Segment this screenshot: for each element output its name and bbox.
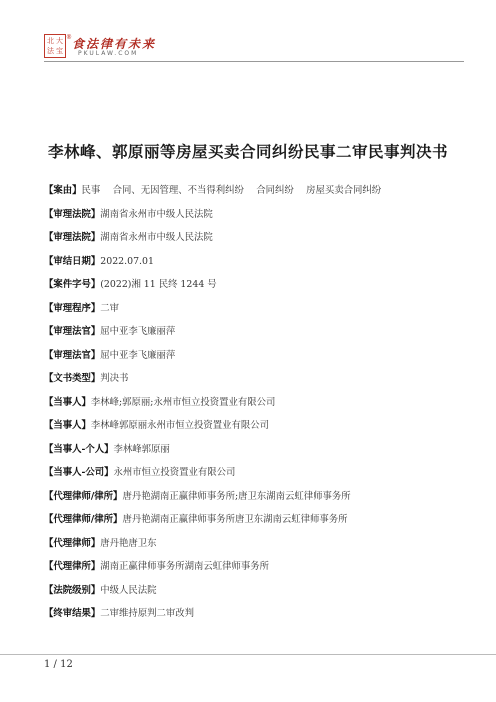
field-parties-company xyxy=(44,467,464,491)
field-label: 【审理法院】 xyxy=(44,232,101,243)
field-final-result xyxy=(44,608,464,632)
field-procedure xyxy=(44,303,464,327)
pkulaw-logo-seal xyxy=(44,34,66,58)
field-court xyxy=(44,232,464,256)
field-label: 【审理法官】 xyxy=(44,349,101,361)
field-value: (2022)湘 11 民终 1244 号 xyxy=(100,279,217,290)
field-case-number xyxy=(44,279,464,303)
field-label: 【案由】 xyxy=(44,185,82,196)
document-title: 李林峰、郭原丽等房屋买卖合同纠纷民事二审民事判决书 xyxy=(47,142,448,161)
field-label: 【代理律师】 xyxy=(44,537,101,549)
field-label: 【终审结果】 xyxy=(44,608,101,619)
field-value: 永州市恒立投资置业有限公司 xyxy=(113,467,236,478)
logo-char: 法 xyxy=(47,47,54,55)
field-value: 2022.07.01 xyxy=(100,255,154,267)
field-law-firms xyxy=(44,561,464,585)
field-label: 【代理律师/律所】 xyxy=(44,490,123,502)
field-value: 判决书 xyxy=(100,373,129,384)
field-value: 中级人民法院 xyxy=(100,584,157,596)
field-value: 唐丹艳湖南正赢律师事务所唐卫东湖南云虹律师事务所 xyxy=(122,514,348,525)
field-parties xyxy=(44,397,464,421)
registered-mark: ® xyxy=(66,34,72,41)
page-number: 1 / 12 xyxy=(44,659,73,670)
field-value: 湖南省永州市中级人民法院 xyxy=(100,208,213,220)
field-value: 李林峰郭原丽 xyxy=(113,443,170,455)
brand-slogan: 食法律有未来 xyxy=(72,37,157,51)
logo-char: 北 xyxy=(47,37,54,45)
field-parties xyxy=(44,420,464,444)
field-closing-date xyxy=(44,256,464,280)
field-value: 二审维持原判二审改判 xyxy=(100,608,195,619)
logo-char: 大 xyxy=(56,37,63,45)
site-header xyxy=(44,34,464,64)
field-label: 【当事人】 xyxy=(44,396,91,408)
brand-url: PKULAW.COM xyxy=(78,50,139,57)
field-label: 【当事人】 xyxy=(44,420,91,431)
field-document-type xyxy=(44,373,464,397)
field-value: 李林峰郭原丽永州市恒立投资置业有限公司 xyxy=(90,420,270,431)
field-value: 屈中亚李飞廉丽萍 xyxy=(100,326,176,337)
field-value: 湖南省永州市中级人民法院 xyxy=(100,232,213,243)
field-value: 民事 合同、无因管理、不当得利纠纷 合同纠纷 房屋买卖合同纠纷 xyxy=(81,185,382,196)
field-label: 【审理程序】 xyxy=(44,302,101,314)
field-label: 【法院级别】 xyxy=(44,584,101,596)
field-label: 【案件字号】 xyxy=(44,279,101,290)
field-label: 【代理律师/律所】 xyxy=(44,514,123,525)
logo-char: 宝 xyxy=(56,47,63,55)
field-judges xyxy=(44,350,464,374)
field-value: 二审 xyxy=(100,302,120,314)
field-value: 李林峰;郭原丽;永州市恒立投资置业有限公司 xyxy=(90,396,276,408)
field-value: 屈中亚李飞廉丽萍 xyxy=(100,349,176,361)
field-lawyers xyxy=(44,538,464,562)
case-metadata-list xyxy=(44,185,464,632)
field-parties-individual xyxy=(44,444,464,468)
field-cause xyxy=(44,185,464,209)
field-judges xyxy=(44,326,464,350)
footer-divider xyxy=(0,654,496,655)
field-court xyxy=(44,209,464,233)
field-value: 唐丹艳湖南正赢律师事务所;唐卫东湖南云虹律师事务所 xyxy=(122,490,351,502)
field-label: 【当事人-公司】 xyxy=(44,467,114,478)
field-lawyers-firms xyxy=(44,491,464,515)
field-value: 唐丹艳唐卫东 xyxy=(100,537,157,549)
field-label: 【审理法院】 xyxy=(44,208,101,220)
field-label: 【审理法官】 xyxy=(44,326,101,337)
field-value: 湖南正赢律师事务所湖南云虹律师事务所 xyxy=(100,561,270,572)
field-lawyers-firms xyxy=(44,514,464,538)
header-divider xyxy=(44,61,464,62)
field-label: 【代理律所】 xyxy=(44,561,101,572)
field-label: 【审结日期】 xyxy=(44,255,101,267)
field-court-level xyxy=(44,585,464,609)
field-label: 【当事人-个人】 xyxy=(44,443,114,455)
field-label: 【文书类型】 xyxy=(44,373,101,384)
